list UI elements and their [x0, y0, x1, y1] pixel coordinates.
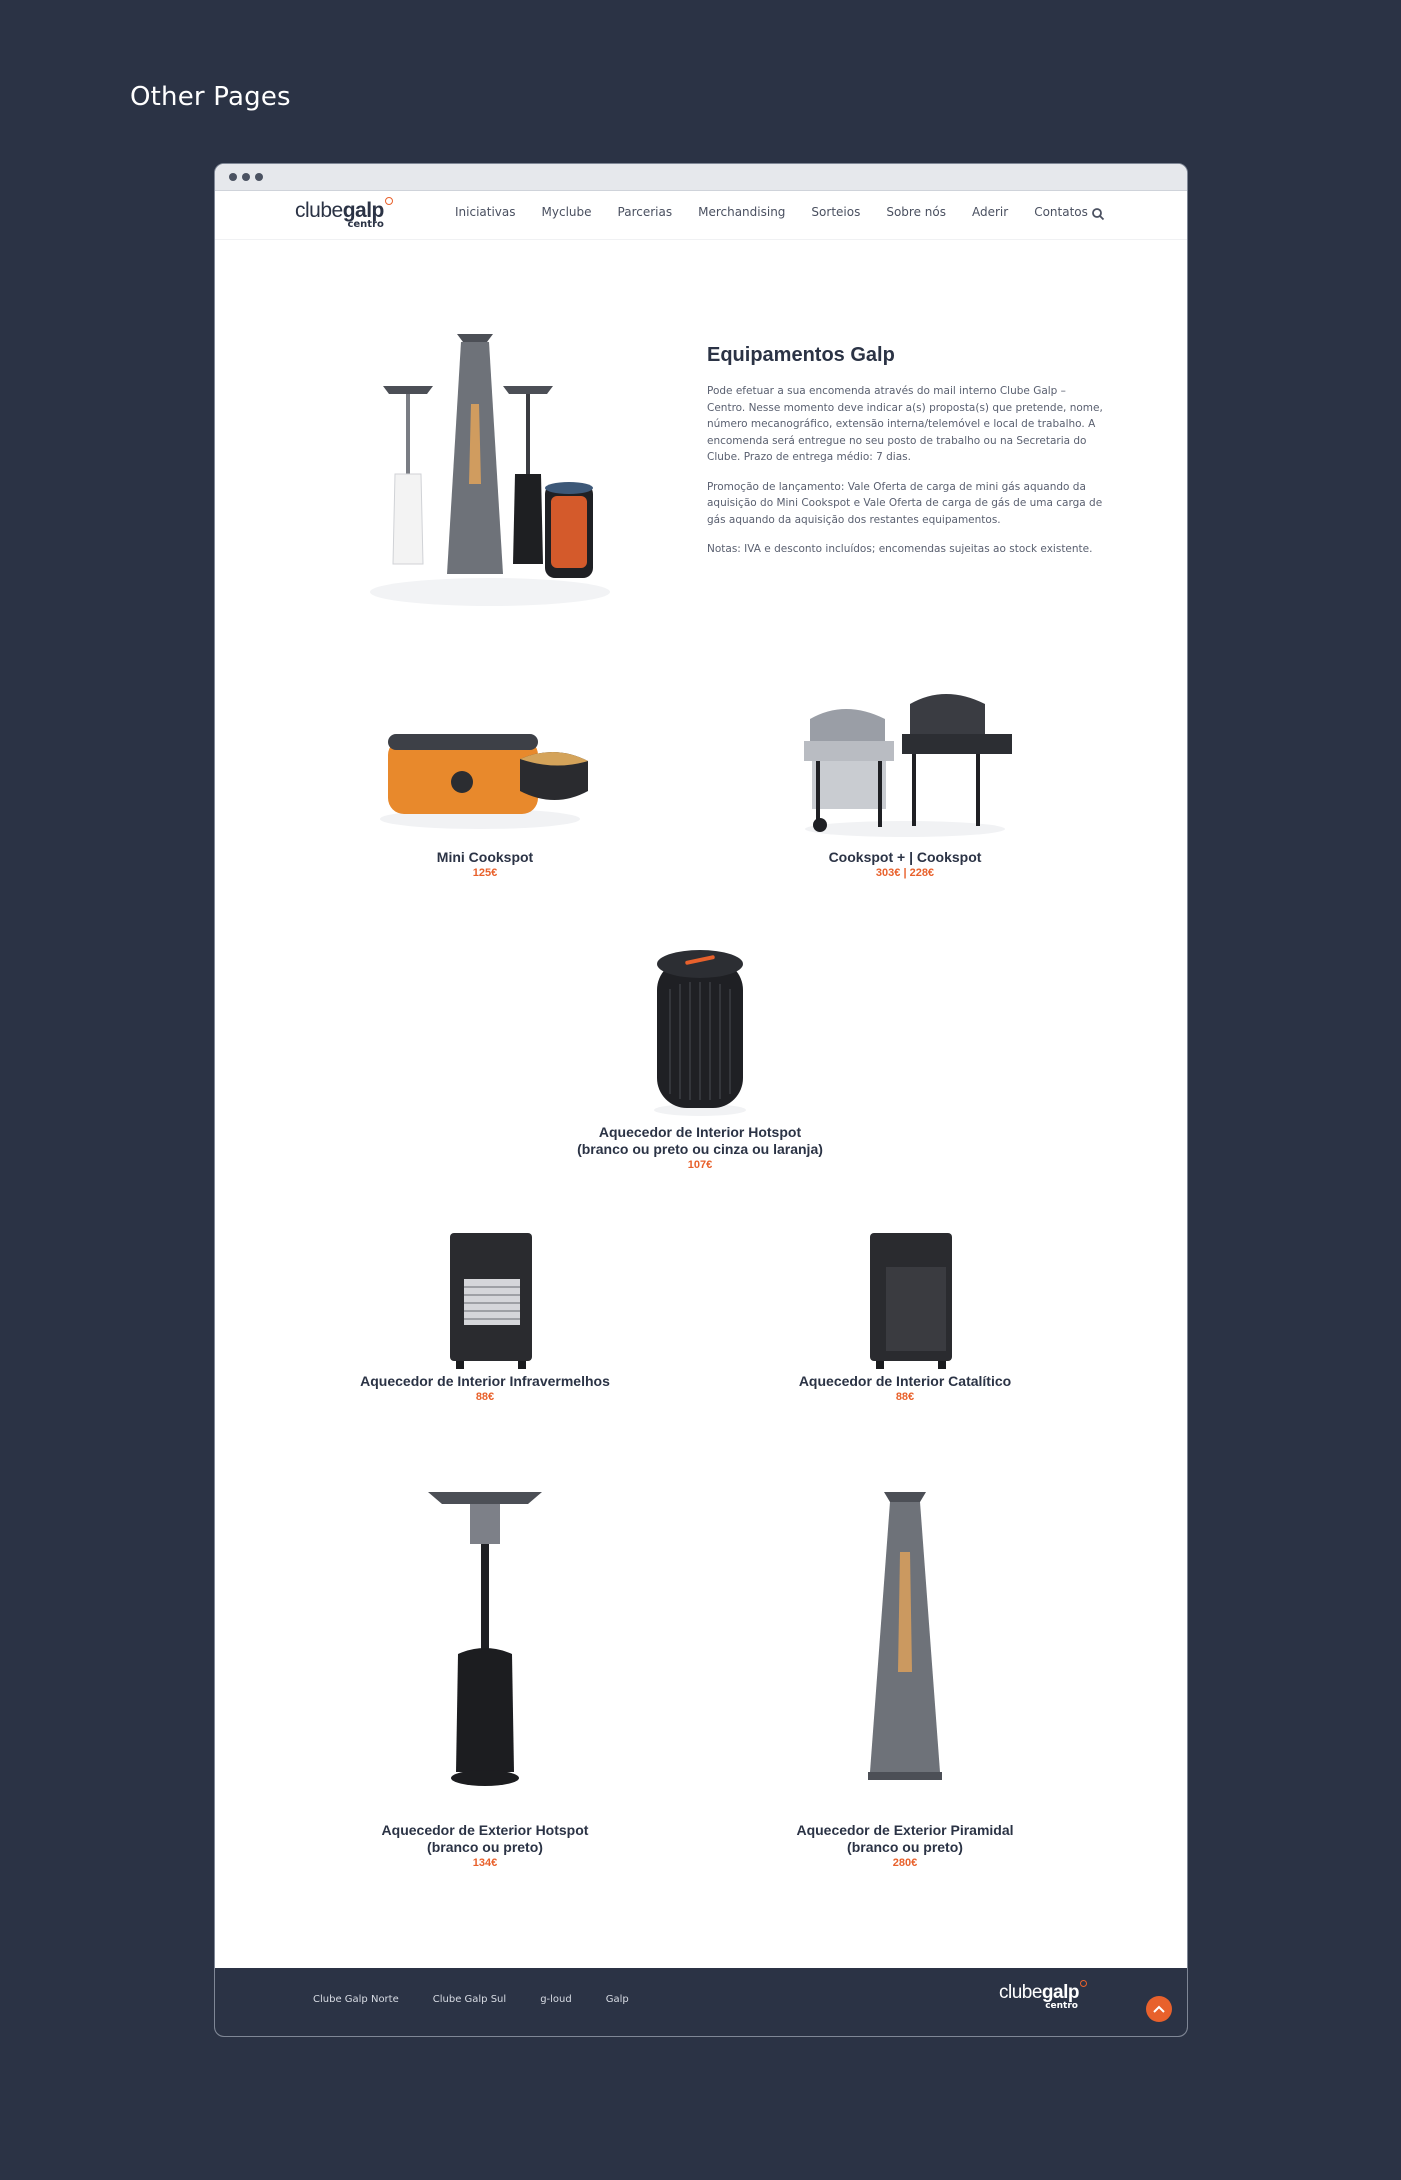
- product-name: Aquecedor de Interior Catalítico: [798, 1373, 1012, 1389]
- product-image-exterior-piramidal: [840, 1482, 970, 1822]
- intro-text: [707, 344, 1107, 571]
- product-price: 107€: [687, 1159, 713, 1171]
- nav-item-merchandising[interactable]: Merchandising: [698, 205, 786, 219]
- product-price: 134€: [472, 1857, 498, 1869]
- chevron-up-icon: [1153, 2005, 1165, 2013]
- site-logo[interactable]: [295, 199, 392, 230]
- product-image-mini-cookspot: [370, 679, 600, 849]
- product-image-infravermelhos: [430, 1227, 540, 1373]
- footer-link-g-loud[interactable]: g-loud: [540, 1994, 572, 2005]
- product-name: Aquecedor de Exterior Hotspot (branco ou preto): [381, 1822, 589, 1855]
- nav-item-parcerias[interactable]: Parcerias: [617, 205, 673, 219]
- browser-titlebar: [215, 164, 1187, 191]
- product-card[interactable]: [335, 679, 635, 879]
- intro-paragraph: Notas: IVA e desconto incluídos; encomendas sujeitas ao stock existente.: [707, 543, 1093, 555]
- logo-dot: [385, 197, 393, 205]
- nav-item-sorteios[interactable]: Sorteios: [811, 205, 861, 219]
- product-card[interactable]: [305, 1227, 665, 1403]
- product-price: 303€ | 228€: [875, 867, 935, 879]
- footer-logo[interactable]: [999, 1982, 1086, 2011]
- product-name: Mini Cookspot: [436, 849, 534, 865]
- window-dot: [229, 173, 237, 181]
- product-price: 88€: [895, 1391, 915, 1403]
- product-name: Aquecedor de Exterior Piramidal (branco ou preto): [796, 1822, 1014, 1855]
- footer-link-clube-galp-sul[interactable]: Clube Galp Sul: [432, 1994, 507, 2005]
- product-price: 280€: [892, 1857, 918, 1869]
- browser-window: [214, 163, 1188, 2037]
- search-icon[interactable]: [1091, 207, 1105, 221]
- intro-paragraph: Pode efetuar a sua encomenda através do mail interno Clube Galp – Centro. Nesse momento deve indicar a(s) proposta(s) que pretende, nome, número mecanográfico, extensão interna/telemóvel e local de trabalho. A encomenda será entregue no seu posto de trabalho ou na Secretaria do Clube. Prazo de entrega médio: 7 dias.: [707, 385, 1103, 463]
- product-image-hotspot-interior: [645, 934, 755, 1124]
- footer-link-clube-galp-norte[interactable]: Clube Galp Norte: [313, 1994, 399, 2005]
- product-image-exterior-hotspot: [420, 1482, 550, 1822]
- nav-item-myclube[interactable]: Myclube: [541, 205, 592, 219]
- product-name: Aquecedor de Interior Infravermelhos: [360, 1373, 610, 1389]
- logo-wordmark: clubegalp: [295, 199, 384, 222]
- product-card[interactable]: [735, 1227, 1075, 1403]
- logo-dot: [1080, 1980, 1087, 1987]
- window-dot: [242, 173, 250, 181]
- nav-item-contatos[interactable]: Contatos: [1034, 205, 1088, 219]
- product-name: Aquecedor de Interior Hotspot (branco ou preto ou cinza ou laranja): [577, 1124, 823, 1157]
- nav-item-aderir[interactable]: Aderir: [972, 205, 1009, 219]
- site-header: [215, 191, 1187, 240]
- equipment-group-image: [365, 324, 615, 614]
- main-nav: [455, 205, 1088, 219]
- footer-link-galp[interactable]: Galp: [605, 1994, 629, 2005]
- logo-sub: centro: [347, 219, 384, 230]
- product-image-catalitico: [850, 1227, 960, 1373]
- page-heading: Other Pages: [130, 82, 291, 112]
- footer-links: [313, 1994, 629, 2005]
- product-image-cookspot: [790, 679, 1020, 849]
- nav-item-sobre-nos[interactable]: Sobre nós: [886, 205, 946, 219]
- intro-title: Equipamentos Galp: [707, 344, 895, 366]
- intro-section: [215, 324, 1187, 704]
- intro-paragraph: Promoção de lançamento: Vale Oferta de carga de mini gás aquando da aquisição do Mini Cookspot e Vale Oferta de carga de gás de uma carga de gás aquando da aquisição dos restantes equipamentos.: [707, 480, 1103, 526]
- product-price: 88€: [475, 1391, 495, 1403]
- back-to-top-button[interactable]: [1146, 1996, 1172, 2022]
- logo-wordmark: clubegalp: [999, 1982, 1079, 2003]
- product-card[interactable]: [515, 934, 885, 1171]
- product-name: Cookspot + | Cookspot: [828, 849, 982, 865]
- product-price: 125€: [472, 867, 498, 879]
- site-footer: [215, 1968, 1187, 2036]
- product-card[interactable]: [755, 679, 1055, 879]
- product-card[interactable]: [335, 1482, 635, 1869]
- nav-item-iniciativas[interactable]: Iniciativas: [455, 205, 516, 219]
- product-card[interactable]: [735, 1482, 1075, 1869]
- window-dot: [255, 173, 263, 181]
- logo-sub: centro: [1045, 2001, 1078, 2011]
